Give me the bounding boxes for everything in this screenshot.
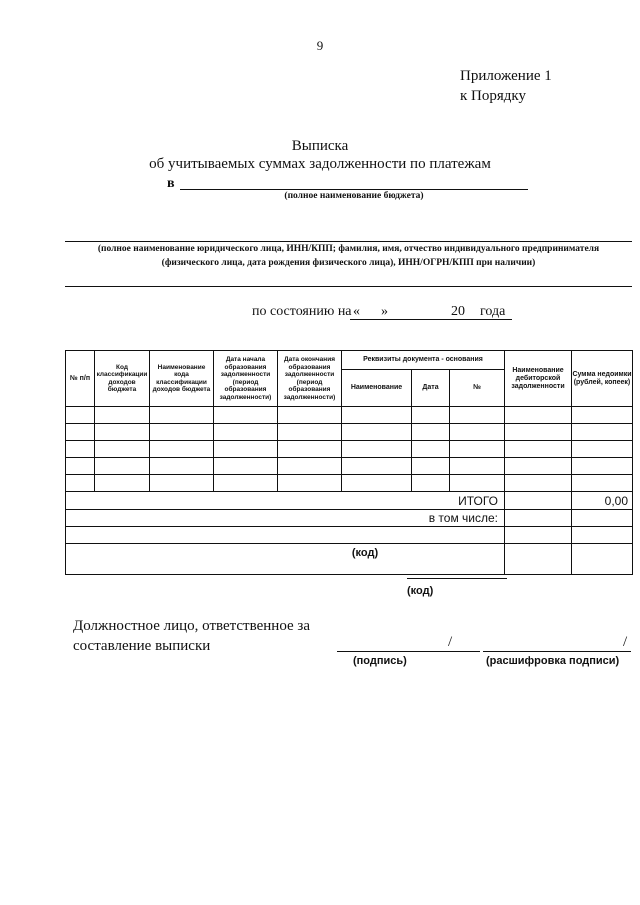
budget-name-field[interactable] (180, 188, 528, 190)
table-row (66, 475, 633, 492)
table-cell[interactable] (95, 407, 150, 424)
including-row (66, 510, 633, 527)
page-number: 9 (316, 38, 324, 53)
table-cell[interactable] (278, 475, 342, 492)
debt-table (65, 350, 633, 575)
table-cell[interactable] (66, 475, 95, 492)
header-debt-name: Наименование дебиторской задолженности (505, 351, 572, 407)
header-kbk-code: Код классификации доходов бюджета (95, 351, 150, 407)
date-year-prefix: 20 (451, 304, 465, 319)
total-label: ИТОГО (66, 492, 505, 510)
including-debt-cell[interactable] (505, 510, 572, 527)
signer-line-2: составление выписки (73, 638, 211, 654)
table-cell[interactable] (278, 424, 342, 441)
code-debt-cell[interactable] (505, 544, 572, 575)
table-cell[interactable] (412, 458, 450, 475)
table-cell[interactable] (342, 424, 412, 441)
total-row (66, 492, 633, 510)
total-value: 0,00 (572, 492, 633, 510)
table-cell[interactable] (150, 424, 214, 441)
header-start-date: Дата начала образования задолженности (период образования задолженности) (214, 351, 278, 407)
table-cell[interactable] (214, 475, 278, 492)
table-cell[interactable] (572, 407, 633, 424)
table-cell[interactable] (505, 441, 572, 458)
signature-decoding-field[interactable] (483, 651, 631, 652)
table-row (66, 424, 633, 441)
header-kbk-name: Наименование кода классификации доходов бюджета (150, 351, 214, 407)
date-year-suffix: года (480, 304, 506, 319)
table-cell[interactable] (572, 424, 633, 441)
including-label: в том числе: (66, 510, 505, 527)
table-cell[interactable] (66, 407, 95, 424)
signer-line-1: Должностное лицо, ответственное за (73, 618, 310, 634)
date-underline[interactable] (350, 319, 512, 320)
appendix-header (460, 66, 552, 106)
document-title: Выписка (291, 138, 349, 154)
table-cell[interactable] (150, 475, 214, 492)
table-cell[interactable] (572, 458, 633, 475)
table-cell[interactable] (150, 407, 214, 424)
table-cell[interactable] (278, 441, 342, 458)
breakdown-amount-cell[interactable] (572, 527, 633, 544)
table-cell[interactable] (505, 475, 572, 492)
table-cell[interactable] (412, 441, 450, 458)
code-cell (66, 544, 505, 575)
table-cell[interactable] (214, 458, 278, 475)
table-cell[interactable] (342, 458, 412, 475)
code-row (66, 544, 633, 575)
signature-separator: / (448, 634, 453, 650)
budget-prefix: в (167, 176, 175, 191)
table-cell[interactable] (214, 424, 278, 441)
table-cell[interactable] (214, 407, 278, 424)
header-document-number: № (450, 370, 505, 407)
table-cell[interactable] (450, 424, 505, 441)
table-cell[interactable] (150, 458, 214, 475)
total-debt-cell[interactable] (505, 492, 572, 510)
table-cell[interactable] (278, 458, 342, 475)
table-cell[interactable] (150, 441, 214, 458)
header-document-name: Наименование (342, 370, 412, 407)
table-cell[interactable] (342, 475, 412, 492)
breakdown-debt-cell[interactable] (505, 527, 572, 544)
table-cell[interactable] (95, 475, 150, 492)
code-underline (407, 578, 507, 579)
header-end-date: Дата окончания образования задолженности (период образования задолженности) (278, 351, 342, 407)
header-document-group: Реквизиты документа - основания (342, 351, 505, 370)
including-amount-cell[interactable] (572, 510, 633, 527)
table-cell[interactable] (412, 475, 450, 492)
table-cell[interactable] (505, 458, 572, 475)
code-label: (код) (351, 547, 379, 559)
table-cell[interactable] (572, 475, 633, 492)
table-row (66, 407, 633, 424)
header-document-date: Дата (412, 370, 450, 407)
table-cell[interactable] (95, 424, 150, 441)
date-close-quote: » (381, 304, 388, 319)
entity-caption-line-1: (полное наименование юридического лица, ИНН/КПП; фамилия, имя, отчество индивидуального предпринимателя (97, 244, 600, 254)
table-cell[interactable] (505, 424, 572, 441)
table-cell[interactable] (66, 441, 95, 458)
table-row (66, 441, 633, 458)
table-cell[interactable] (412, 407, 450, 424)
table-cell[interactable] (342, 407, 412, 424)
entity-caption-line-2: (физического лица, дата рождения физического лица), ИНН/ОГРН/КПП при наличии) (161, 258, 536, 268)
entity-name-field[interactable] (65, 241, 632, 242)
table-cell[interactable] (450, 475, 505, 492)
decoding-caption: (расшифровка подписи) (486, 655, 620, 667)
header-amount: Сумма недоимки (рублей, копеек) (572, 351, 633, 407)
table-cell[interactable] (450, 458, 505, 475)
code-amount-cell[interactable] (572, 544, 633, 575)
table-cell[interactable] (450, 407, 505, 424)
table-cell[interactable] (95, 441, 150, 458)
table-cell[interactable] (342, 441, 412, 458)
decoding-separator: / (623, 634, 628, 650)
table-cell[interactable] (278, 407, 342, 424)
breakdown-row (66, 527, 633, 544)
budget-caption: (полное наименование бюджета) (284, 191, 424, 201)
date-open-quote: « (353, 304, 360, 319)
signer-title (73, 616, 310, 656)
breakdown-cell[interactable] (66, 527, 505, 544)
document-subtitle: об учитываемых суммах задолженности по платежам (149, 156, 491, 172)
table-row (66, 458, 633, 475)
table-cell[interactable] (66, 458, 95, 475)
below-code-label: (код) (407, 585, 434, 597)
appendix-line-2: к Порядку (460, 88, 526, 104)
date-label: по состоянию на (252, 304, 352, 319)
table-cell[interactable] (95, 458, 150, 475)
header-row-1 (66, 351, 633, 370)
appendix-line-1: Приложение 1 (460, 68, 552, 84)
table-cell[interactable] (66, 424, 95, 441)
table-cell[interactable] (450, 441, 505, 458)
signature-field[interactable] (337, 651, 480, 652)
signature-caption: (подпись) (353, 655, 407, 667)
table-cell[interactable] (412, 424, 450, 441)
table-cell[interactable] (505, 407, 572, 424)
header-num: № п/п (66, 351, 95, 407)
table-cell[interactable] (214, 441, 278, 458)
entity-extra-field[interactable] (65, 286, 632, 287)
table-cell[interactable] (572, 441, 633, 458)
